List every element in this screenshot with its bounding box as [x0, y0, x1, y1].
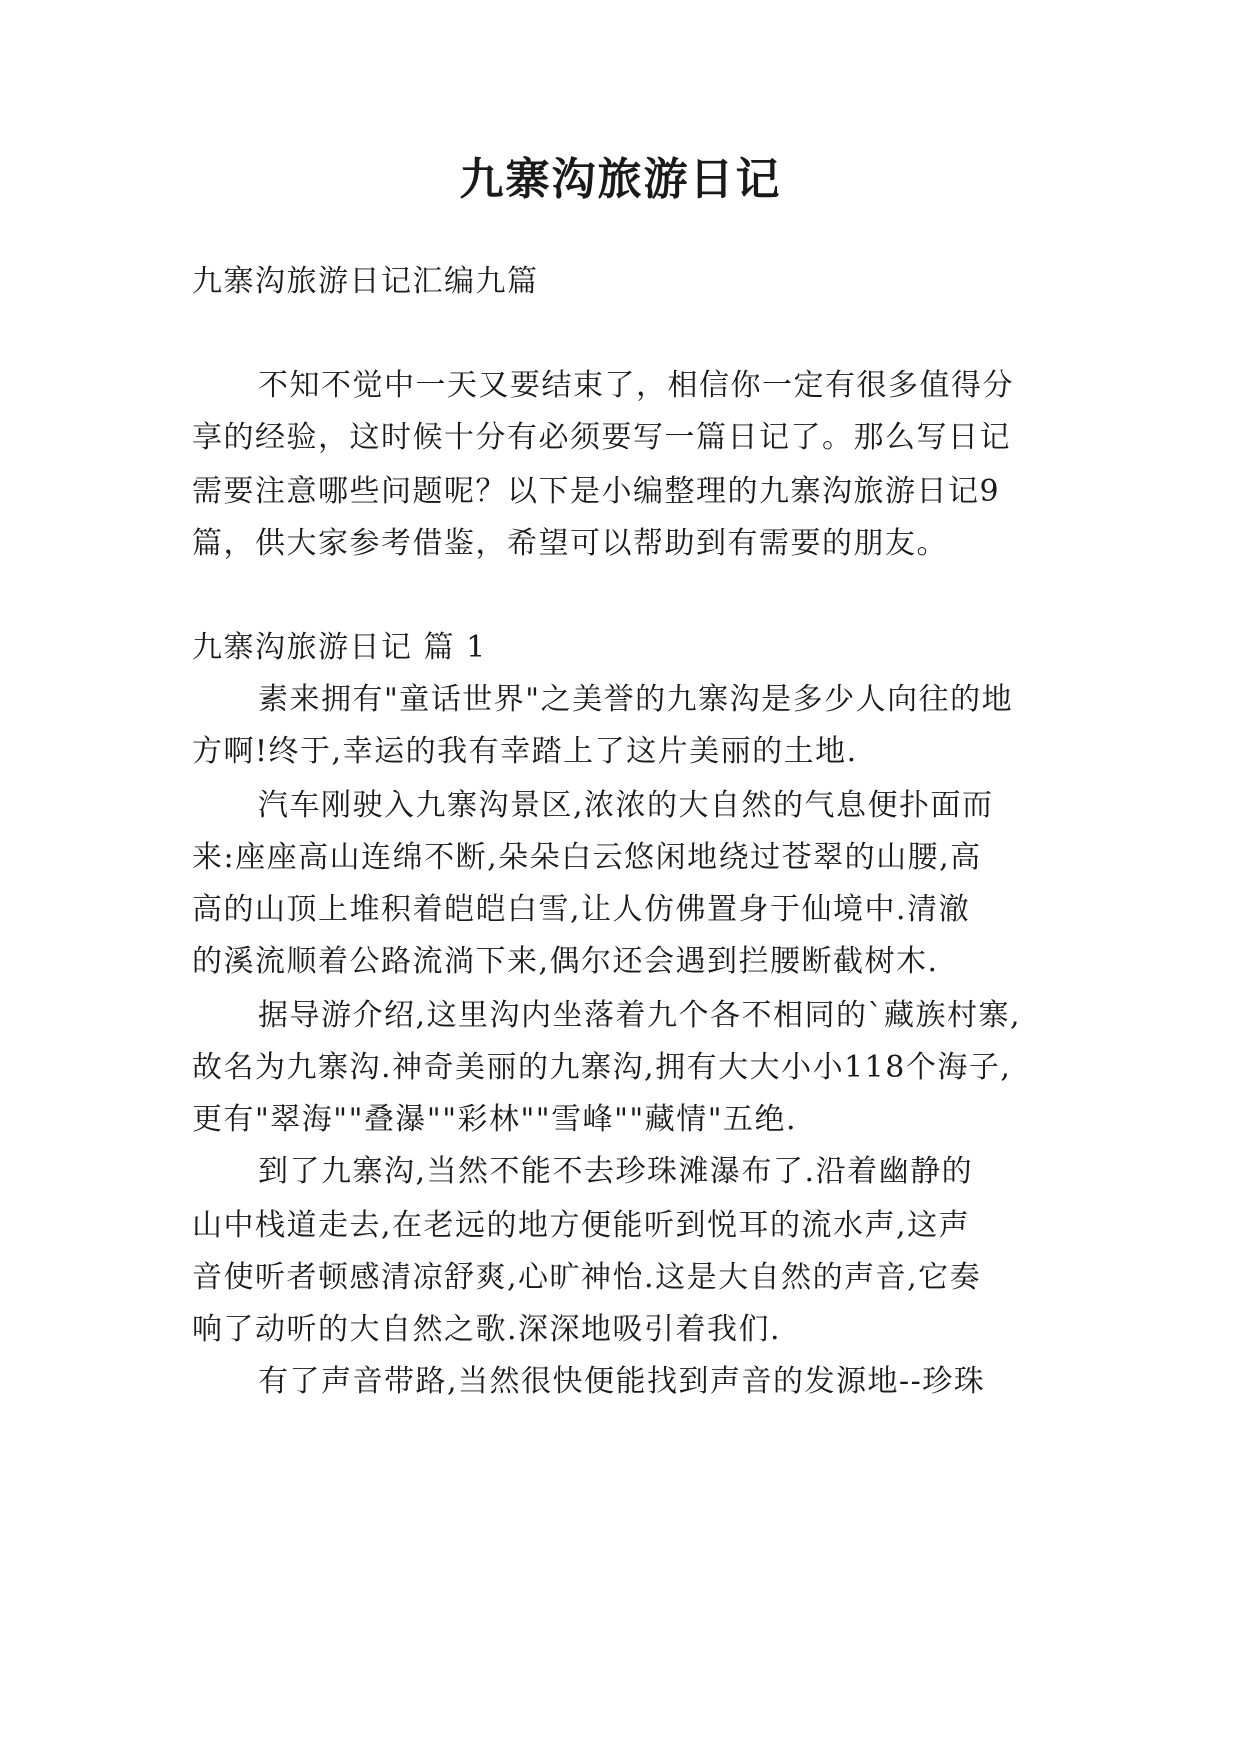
intro-line: 享的经验，这时候十分有必须要写一篇日记了。那么写日记 [192, 420, 1011, 455]
body-line: 更有"翠海""叠瀑""彩林""雪峰""藏情"五绝. [192, 1102, 798, 1137]
body-line: 高的山顶上堆积着皑皑白雪,让人仿佛置身于仙境中.清澈 [192, 892, 971, 927]
intro-line: 需要注意哪些问题呢？以下是小编整理的九寨沟旅游日记9 [192, 474, 1001, 509]
body-line: 山中栈道走去,在老远的地方便能听到悦耳的流水声,这声 [192, 1208, 971, 1243]
body-line: 响了动听的大自然之歌.深深地吸引着我们. [192, 1312, 782, 1347]
body-line: 素来拥有"童话世界"之美誉的九寨沟是多少人向往的地 [258, 682, 1014, 717]
body-line: 据导游介绍,这里沟内坐落着九个各不相同的`藏族村寨, [258, 998, 1022, 1033]
intro-line: 篇，供大家参考借鉴，希望可以帮助到有需要的朋友。 [192, 526, 948, 561]
body-line: 汽车刚驶入九寨沟景区,浓浓的大自然的气息便扑面而 [258, 788, 994, 823]
body-line: 的溪流顺着公路流淌下来,偶尔还会遇到拦腰断截树木. [192, 944, 939, 979]
body-line: 来:座座高山连绵不断,朵朵白云悠闲地绕过苍翠的山腰,高 [192, 840, 982, 875]
body-line: 方啊!终于,幸运的我有幸踏上了这片美丽的土地. [192, 734, 858, 769]
body-line: 音使听者顿感清凉舒爽,心旷神怡.这是大自然的声音,它奏 [192, 1260, 982, 1295]
body-line: 故名为九寨沟.神奇美丽的九寨沟,拥有大大小小118个海子, [192, 1050, 1012, 1085]
intro-line: 不知不觉中一天又要结束了，相信你一定有很多值得分 [258, 368, 1014, 403]
section-heading: 九寨沟旅游日记 篇 1 [192, 630, 487, 665]
body-line: 有了声音带路,当然很快便能找到声音的发源地--珍珠 [258, 1364, 986, 1399]
document-subtitle: 九寨沟旅游日记汇编九篇 [192, 264, 539, 299]
body-line: 到了九寨沟,当然不能不去珍珠滩瀑布了.沿着幽静的 [258, 1154, 974, 1189]
document-title: 九寨沟旅游日记 [459, 154, 782, 205]
